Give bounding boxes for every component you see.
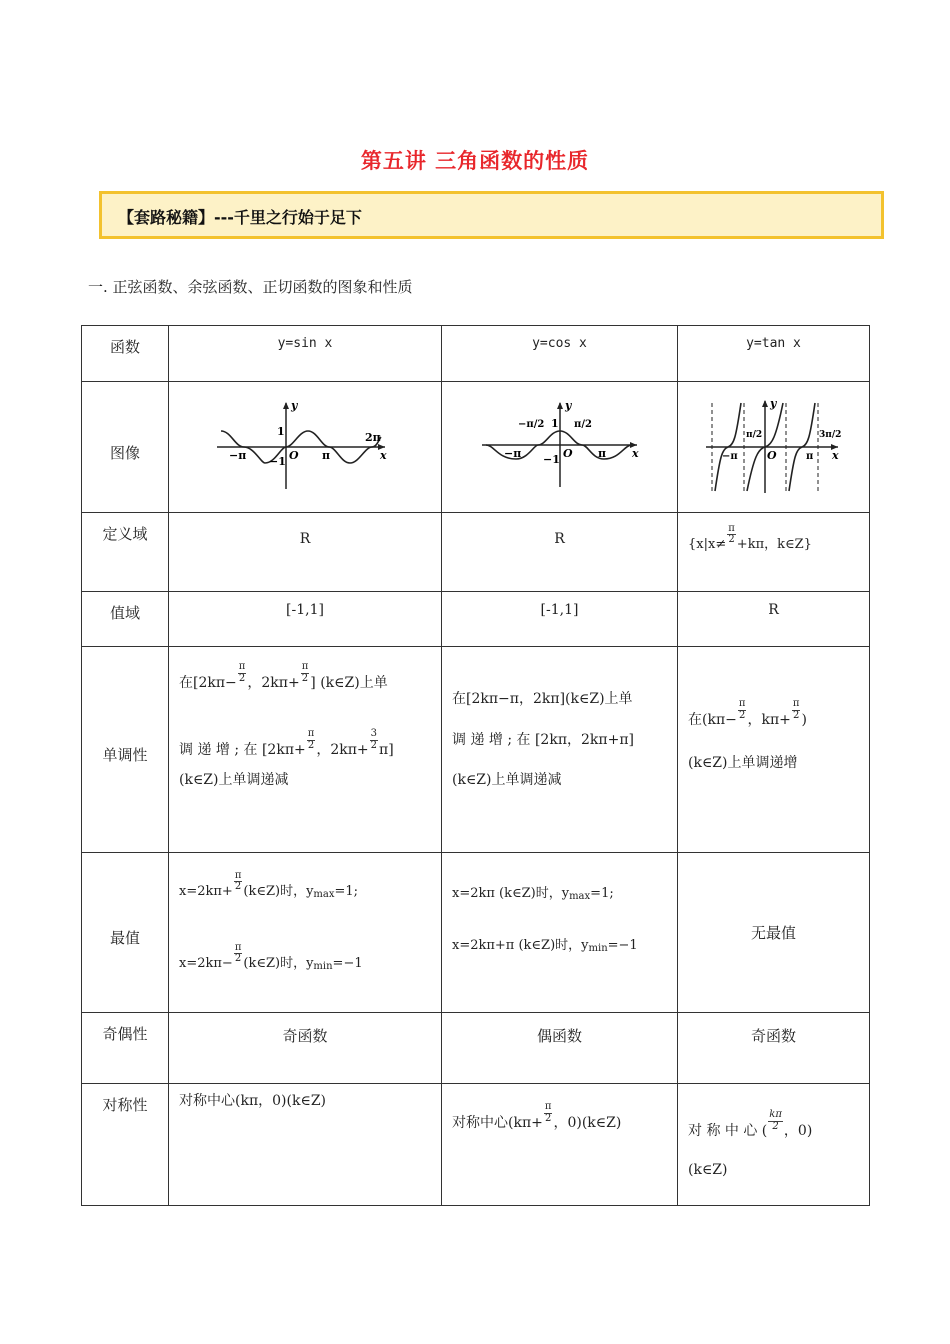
range-cos: [-1,1]: [442, 592, 678, 647]
cos-neg-pi-2-label: −π/2: [518, 419, 545, 430]
tan-graph-cell: [678, 382, 870, 513]
pi-over-2-fraction: $\frac{\pi}{2}$: [301, 661, 309, 684]
table-row-header: [82, 326, 870, 382]
sin-neg-one-label: −1: [269, 455, 286, 468]
monotonic-sin: 在[2kπ− $\frac{\pi}{2}$ ，2kπ+ $\frac{\pi}{2}$ ] (k∈Z)上单 调 递 增 ; 在 [2kπ+ $\frac{\pi}{2}$ ，2kπ+ $\frac{3}{2}$ π] (k∈Z)上单调递减: [169, 647, 442, 853]
monotonic-label: 单调性: [82, 647, 169, 853]
domain-sin: R: [169, 513, 442, 592]
table-row-monotonic: [82, 647, 870, 853]
cos-graph-cell: [442, 382, 678, 513]
range-sin: [-1,1]: [169, 592, 442, 647]
pi-over-2-fraction: $\frac{\pi}{2}$: [234, 941, 242, 964]
tan-origin-label: O: [767, 449, 777, 462]
extreme-sin: x=2kπ+ $\frac{\pi}{2}$ (k∈Z)时，$y_{max}=1$; x=2kπ− $\frac{\pi}{2}$ (k∈Z)时，$y_{min}=-1$: [169, 853, 442, 1013]
page-title: 第五讲 三角函数的性质: [360, 149, 590, 173]
cos-graph: [442, 397, 677, 497]
table-row-domain: [82, 513, 870, 592]
table-row-parity: [82, 1013, 870, 1084]
header-cos: y=cos x: [442, 326, 678, 382]
domain-tan-suffix: +kπ，k∈Z}: [736, 537, 812, 552]
cos-neg-pi-label: −π: [504, 447, 522, 460]
pi-over-2-fraction: $\frac{\pi}{2}$: [792, 698, 800, 721]
tan-y-axis-label: y: [770, 397, 777, 410]
sin-graph-cell: [169, 382, 442, 513]
cos-one-label: 1: [551, 417, 559, 430]
table-row-range: [82, 592, 870, 647]
symmetry-tan: 对 称 中 心 ( $\frac{k\pi}{2}$ ，0) (k∈Z): [678, 1084, 870, 1206]
domain-label: 定义域: [82, 513, 169, 592]
table-row-graph: [82, 382, 870, 513]
parity-sin: 奇函数: [169, 1013, 442, 1084]
symmetry-sin: 对称中心(kπ，0)(k∈Z): [169, 1084, 442, 1206]
k-pi-over-2-fraction: $\frac{k\pi}{2}$: [769, 1109, 782, 1132]
sin-y-axis-label: y: [291, 399, 298, 412]
section-heading: 一. 正弦函数、余弦函数、正切函数的图象和性质: [88, 278, 413, 296]
banner-text: 【套路秘籍】---千里之行始于足下: [118, 208, 362, 227]
tan-neg-pi-label: −π: [722, 451, 738, 462]
pi-over-2-fraction: $\frac{\pi}{2}$: [234, 869, 242, 892]
sin-neg-pi-label: −π: [229, 449, 247, 462]
tan-pi-label: π: [806, 451, 814, 462]
pi-over-2-fraction: $\frac{\pi}{2}$: [544, 1101, 552, 1124]
parity-tan: 奇函数: [678, 1013, 870, 1084]
tan-three-pi-2-label: 3π/2: [819, 430, 842, 440]
sin-graph: [169, 397, 441, 497]
tips-banner: [99, 191, 884, 239]
cos-pi-2-label: π/2: [574, 419, 592, 430]
range-label: 值域: [82, 592, 169, 647]
pi-over-2-fraction: $\frac{\pi}{2}$: [728, 522, 735, 545]
tan-pi-2-label: π/2: [746, 430, 763, 440]
sin-origin-label: O: [289, 449, 299, 462]
cos-y-axis-label: y: [565, 399, 572, 412]
domain-tan-prefix: {x|x≠: [688, 537, 727, 552]
three-over-2-fraction: $\frac{3}{2}$: [370, 728, 378, 751]
trig-properties-table: [81, 325, 870, 1206]
sin-one-label: 1: [277, 425, 285, 438]
sin-pi-label: π: [322, 449, 331, 462]
monotonic-cos: 在[2kπ−π，2kπ](k∈Z)上单 调 递 增 ; 在 [2kπ，2kπ+π] (k∈Z)上单调递减: [442, 647, 678, 853]
cos-neg-one-label: −1: [543, 453, 560, 466]
cos-origin-label: O: [563, 447, 573, 460]
header-tan: y=tan x: [678, 326, 870, 382]
sin-two-pi-label: 2π: [365, 431, 381, 444]
cos-x-axis-label: x: [632, 447, 639, 460]
parity-cos: 偶函数: [442, 1013, 678, 1084]
header-sin: y=sin x: [169, 326, 442, 382]
tan-graph: [678, 397, 868, 497]
range-tan: R: [678, 592, 870, 647]
pi-over-2-fraction: $\frac{\pi}{2}$: [307, 728, 315, 751]
domain-cos: R: [442, 513, 678, 592]
tan-x-axis-label: x: [832, 449, 839, 462]
pi-over-2-fraction: $\frac{\pi}{2}$: [738, 698, 746, 721]
extreme-tan: 无最值: [678, 853, 870, 1013]
extreme-label: 最值: [82, 853, 169, 1013]
sin-x-axis-label: x: [380, 449, 387, 462]
pi-over-2-fraction: $\frac{\pi}{2}$: [238, 661, 246, 684]
table-row-symmetry: [82, 1084, 870, 1206]
extreme-cos: x=2kπ (k∈Z)时，$y_{max}=1$; x=2kπ+π (k∈Z)时，$y_{min}=-1$: [442, 853, 678, 1013]
graph-label: 图像: [82, 382, 169, 513]
symmetry-label: 对称性: [82, 1084, 169, 1206]
table-row-extreme: [82, 853, 870, 1013]
parity-label: 奇偶性: [82, 1013, 169, 1084]
symmetry-cos: 对称中心(kπ+ $\frac{\pi}{2}$ ，0)(k∈Z): [442, 1084, 678, 1206]
header-label: 函数: [82, 326, 169, 382]
monotonic-tan: 在(kπ− $\frac{\pi}{2}$ ，kπ+ $\frac{\pi}{2}$ ) (k∈Z)上单调递增: [678, 647, 870, 853]
cos-pi-label: π: [598, 447, 607, 460]
domain-tan: [678, 513, 870, 592]
